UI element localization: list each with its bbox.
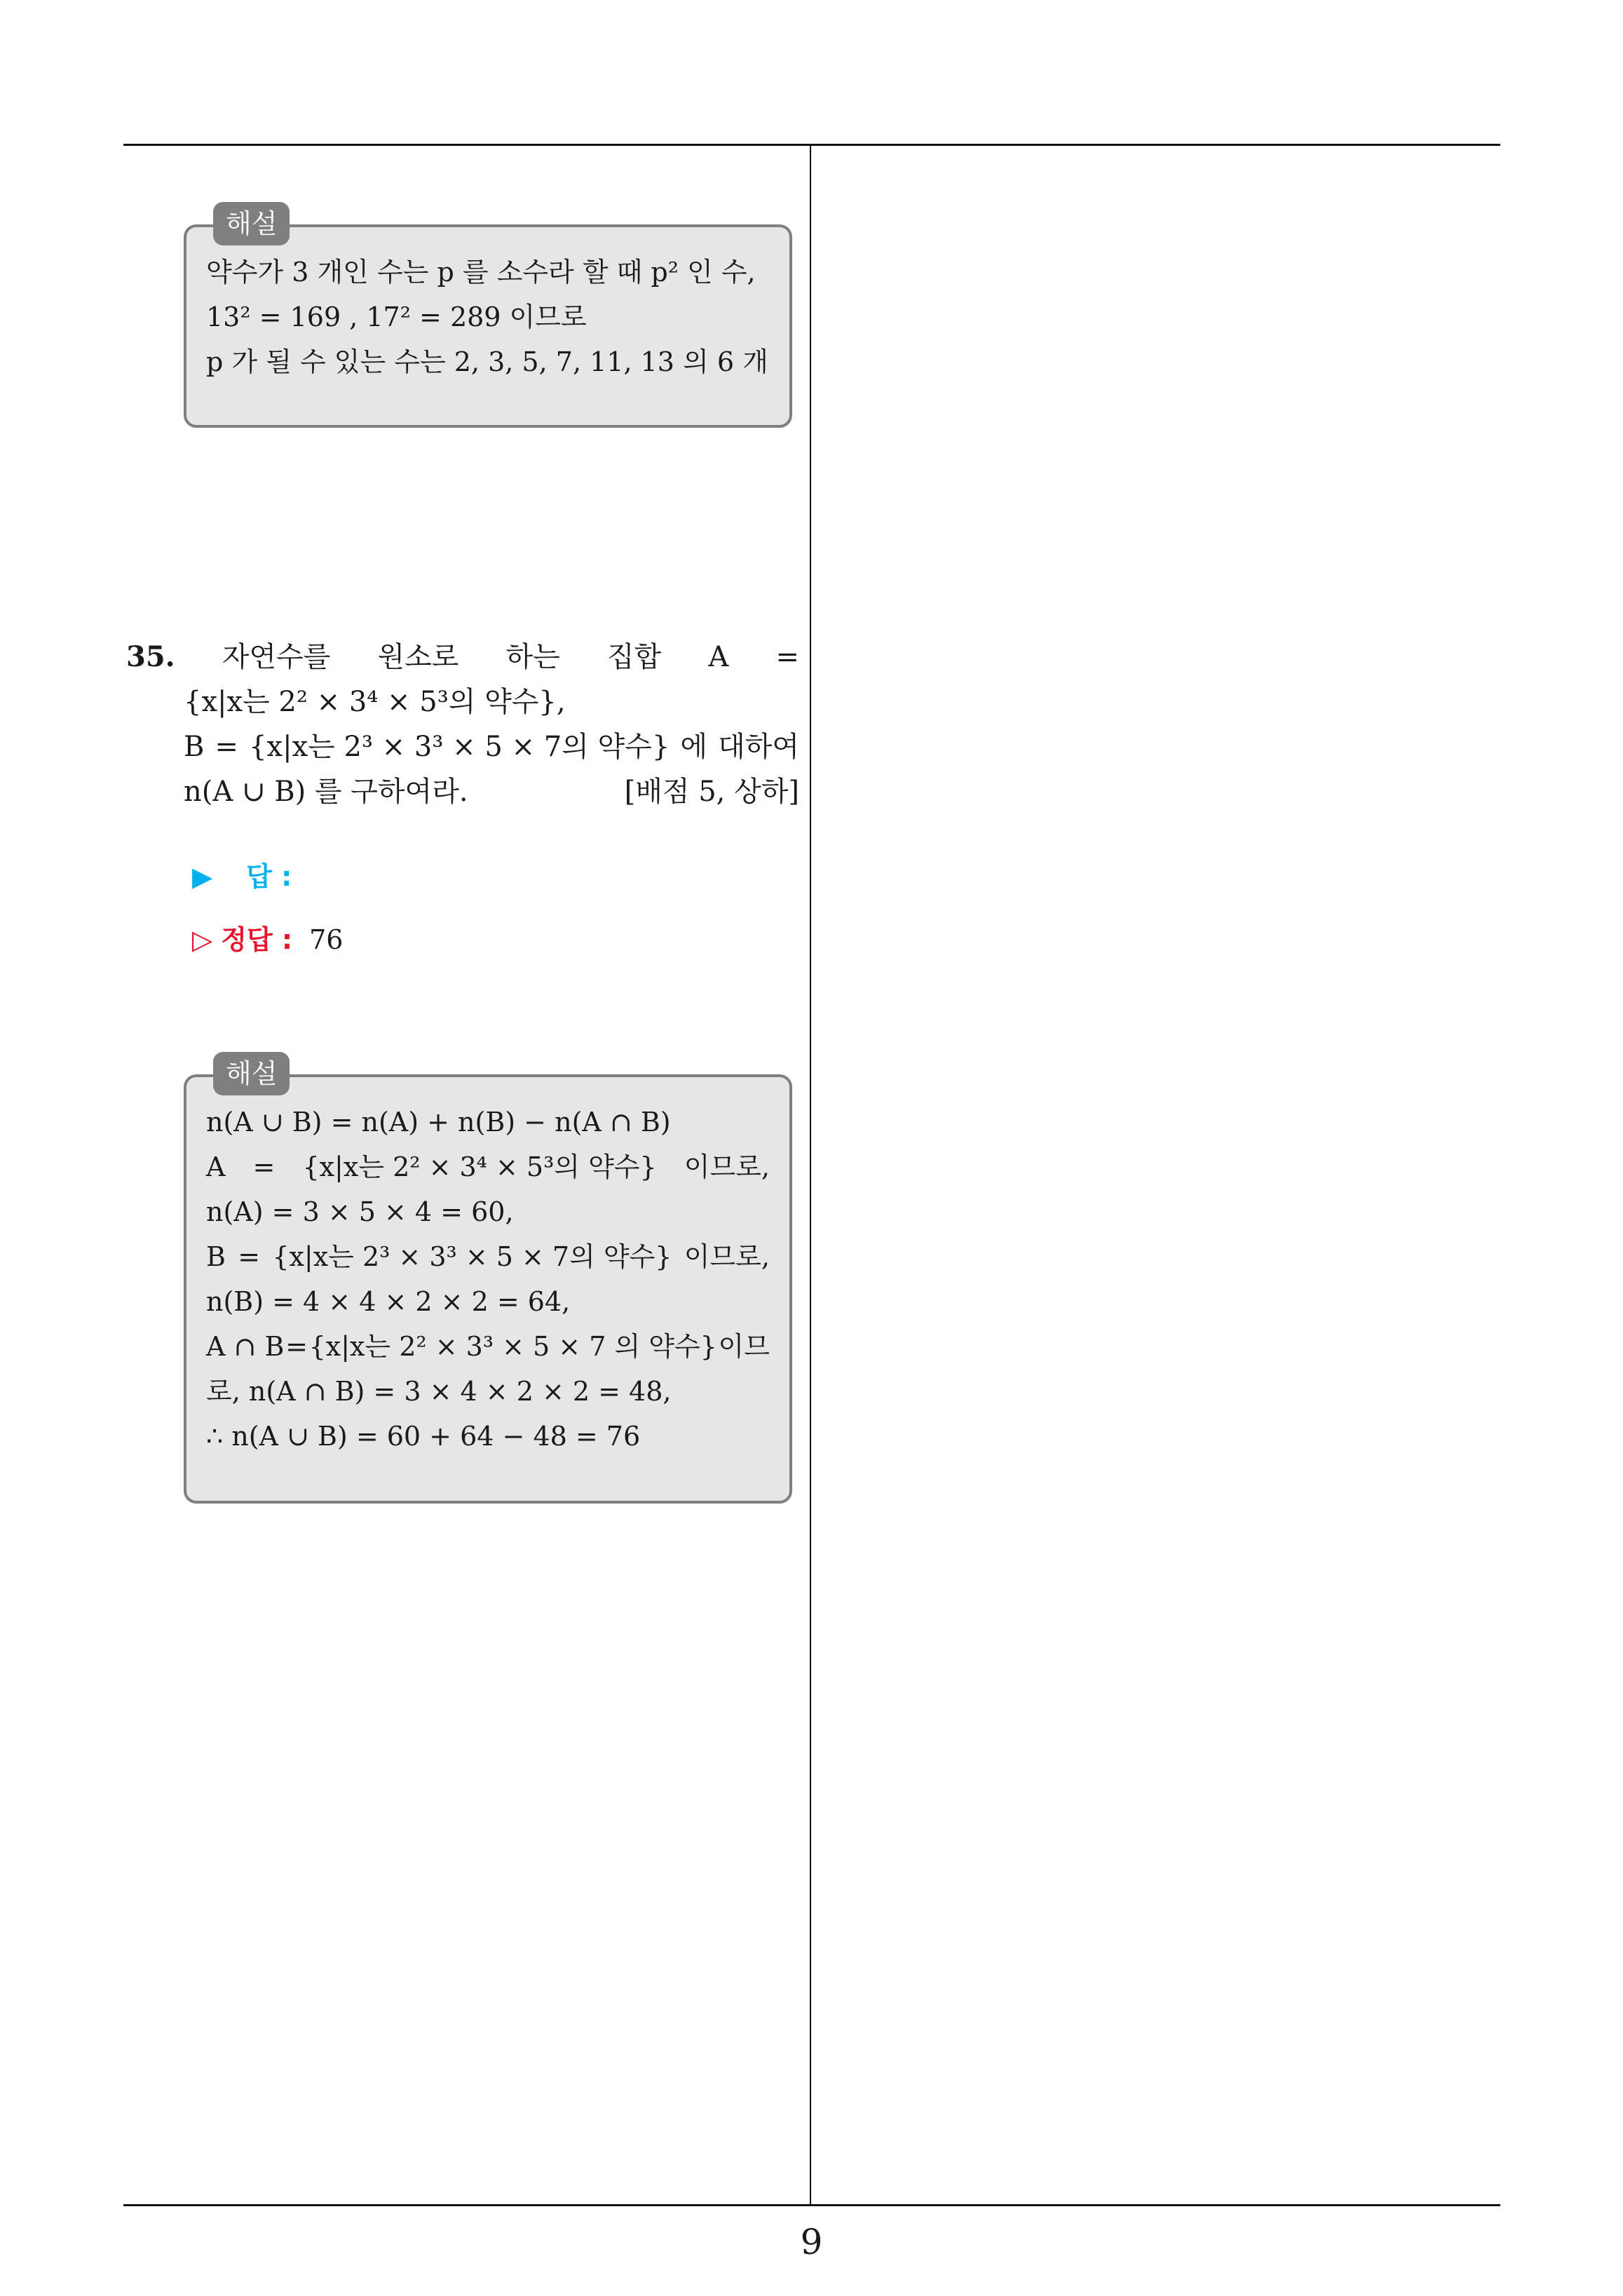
solution-tab: 해설 — [213, 202, 290, 245]
question-word: 집합 — [606, 641, 662, 673]
page-number: 9 — [800, 2222, 823, 2262]
solution-word: A — [206, 1152, 226, 1182]
question-line-4 — [126, 769, 799, 814]
solution-line: n(A) = 3 × 5 × 4 = 60, — [206, 1196, 514, 1227]
question-word: = — [215, 731, 238, 763]
solution-line: p 가 될 수 있는 수는 2, 3, 5, 7, 11, 13 의 6 개 — [206, 346, 768, 377]
question-word: 자연수를 — [222, 641, 331, 673]
question-word: {x|x는 2³ × 3³ × 5 × 7의 약수} — [249, 731, 670, 763]
solution-line — [206, 1234, 770, 1279]
outline-triangle-icon: ▷ — [192, 924, 213, 955]
solution-word: B — [206, 1241, 226, 1272]
question-35 — [126, 635, 799, 814]
question-word: A — [708, 641, 729, 673]
solution-word: = — [252, 1152, 276, 1182]
bottom-rule — [123, 2204, 1500, 2206]
solution-line: ∴ n(A ∪ B) = 60 + 64 − 48 = 76 — [206, 1421, 641, 1452]
question-word: B — [184, 731, 205, 763]
solution-word: = — [285, 1331, 308, 1362]
top-rule — [123, 144, 1500, 146]
question-number: 35. — [126, 640, 175, 673]
question-word: 원소로 — [377, 641, 459, 673]
answer-label: 답 : — [246, 861, 292, 892]
solution-word: {x|x는 2³ × 3³ × 5 × 7의 약수} — [272, 1241, 672, 1272]
solution-line: 13² = 169 , 17² = 289 이므로 — [206, 302, 587, 332]
question-word: 대하여 — [718, 731, 799, 763]
correct-answer-value: 76 — [309, 924, 344, 955]
correct-answer-label: 정답 : — [221, 924, 293, 955]
solution-box-1 — [184, 208, 792, 428]
question-word: = — [775, 641, 799, 673]
solution-line: n(A ∪ B) = n(A) + n(B) − n(A ∩ B) — [206, 1107, 671, 1137]
column-divider — [810, 145, 811, 2205]
solution-word: = — [238, 1241, 261, 1272]
solution-word: 이므 — [718, 1331, 770, 1362]
question-ask: n(A ∪ B) 를 구하여라. — [184, 776, 468, 808]
solution-line: n(B) = 4 × 4 × 2 × 2 = 64, — [206, 1286, 571, 1317]
solution-word: {x|x는 2² × 3³ × 5 × 7 의 약수} — [308, 1331, 717, 1362]
solution-word: 이므로, — [684, 1152, 770, 1182]
question-word: 에 — [680, 731, 707, 763]
question-line-2: {x|x는 2² × 3⁴ × 5³의 약수}, — [184, 686, 566, 718]
solution-box-2 — [184, 1058, 792, 1504]
solution-word: 이므로, — [684, 1241, 770, 1272]
solution-line: 로, n(A ∩ B) = 3 × 4 × 2 × 2 = 48, — [206, 1376, 672, 1407]
question-line-1 — [126, 635, 799, 680]
solution-word: {x|x는 2² × 3⁴ × 5³의 약수} — [302, 1152, 657, 1182]
question-points: [배점 5, 상하] — [624, 776, 799, 808]
solution-line — [206, 1324, 770, 1369]
play-triangle-icon: ▶ — [192, 861, 213, 892]
question-word: 하는 — [505, 641, 560, 673]
question-line-3 — [126, 724, 799, 769]
solution-line — [206, 1144, 770, 1189]
solution-line: 약수가 3 개인 수는 p 를 소수라 할 때 p² 인 수, — [206, 257, 756, 288]
solution-tab: 해설 — [213, 1052, 290, 1095]
answer-row — [192, 856, 292, 898]
correct-answer-row — [192, 919, 343, 961]
solution-word: A ∩ B — [206, 1331, 285, 1362]
